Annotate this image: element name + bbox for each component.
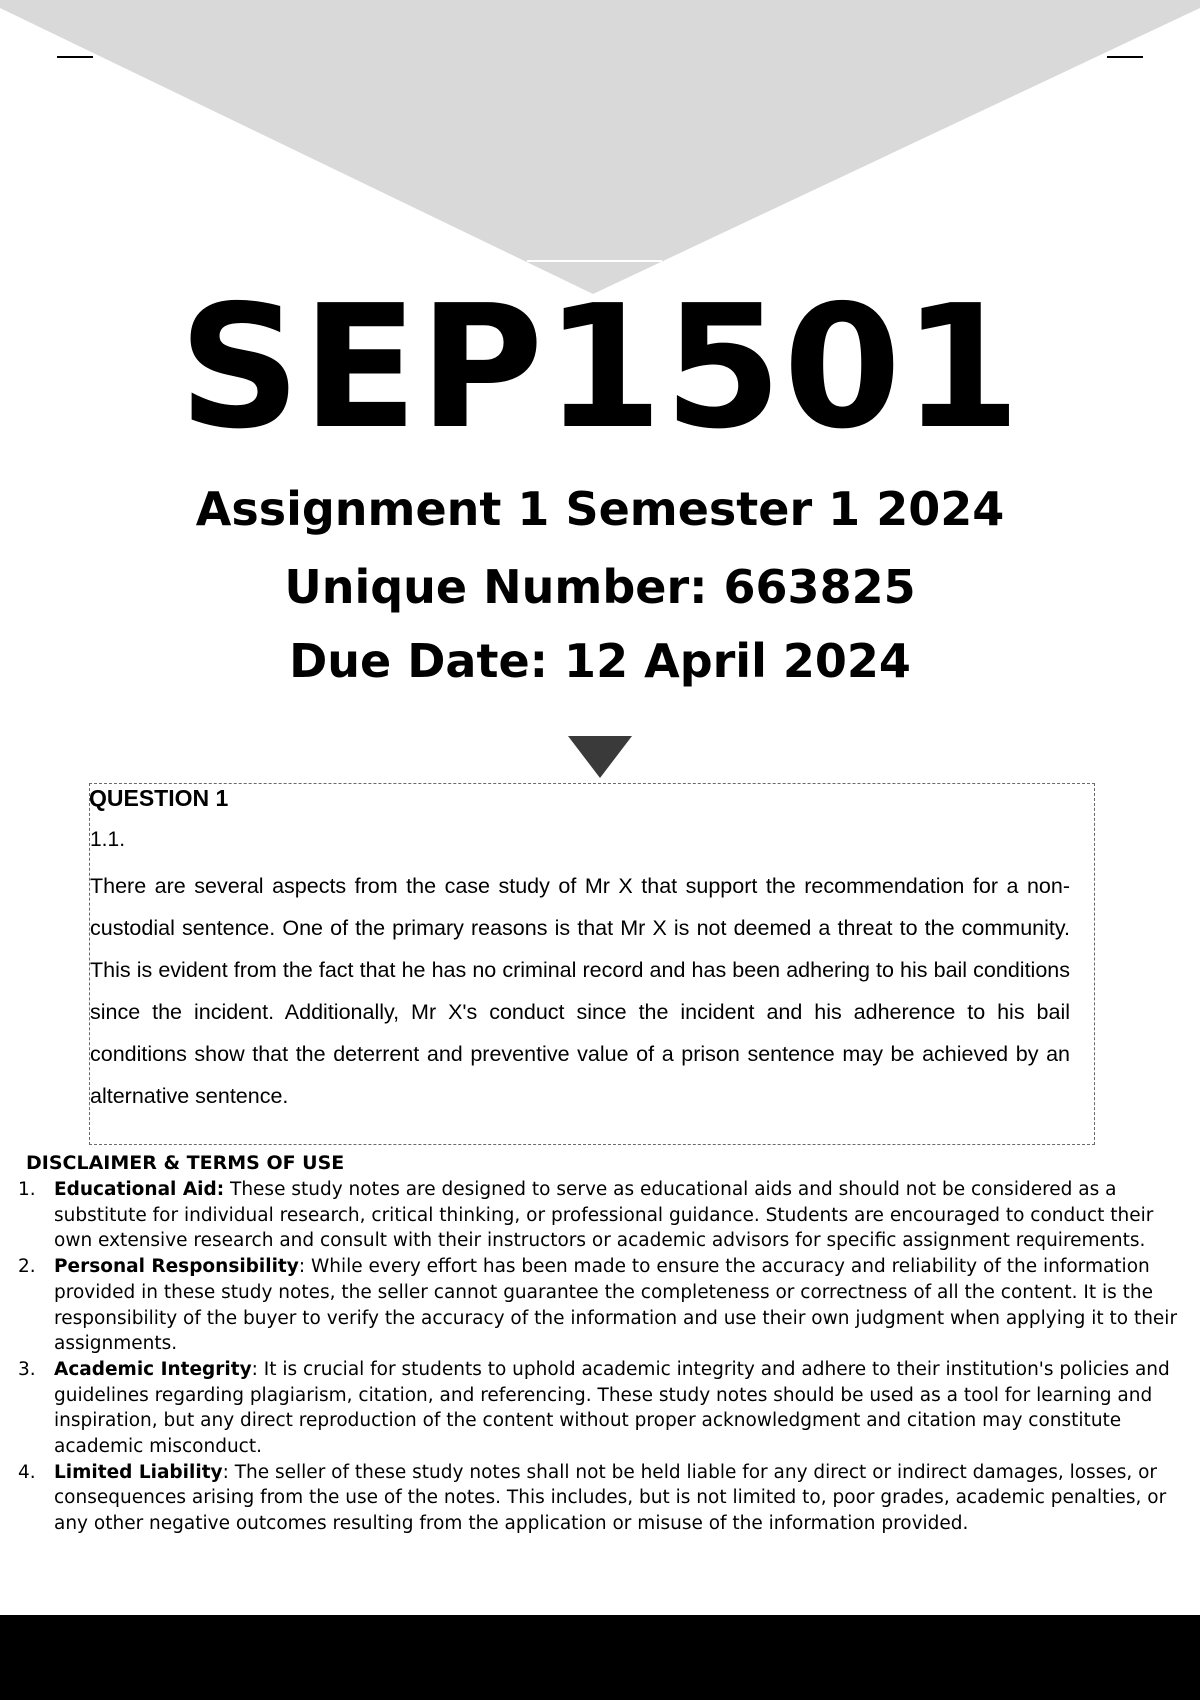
down-arrow-icon [568,736,632,778]
corner-mark-right [1107,56,1143,58]
footer-bar [0,1615,1200,1700]
question-answer-text: There are several aspects from the case study of Mr X that support the recommendation for a non-custodial sentence. One of the primary reasons is that Mr X is not deemed a threat to the community. This is evident from the fact that he has no criminal record and has been adhering to his bail conditions since the incident. Additionally, Mr X's conduct since the incident and his adherence to his bail conditions show that the deterrent and preventive value of a prison sentence may be achieved by an alternative sentence. [90,874,1070,1108]
cover-chevron-background [0,0,1200,300]
due-date: Due Date: 12 April 2024 [289,634,911,688]
term-heading: Educational Aid: [54,1179,225,1200]
unique-number: Unique Number: 663825 [284,560,916,614]
term-heading: Limited Liability [54,1461,223,1483]
chevron-shape [0,0,1200,294]
term-item-personal-responsibility [0,1254,1190,1357]
term-heading: Academic Integrity [54,1358,252,1380]
term-text: : The seller of these study notes shall not be held liable for any direct or indirect damages, losses, or consequences arising from the use of the notes. This includes, but is not limited to, poor grades, academic penalties, or any other negative outcomes resulting from the application or misuse of the information provided. [54,1461,1167,1535]
term-number: 1. [18,1179,36,1200]
term-text: : It is crucial for students to uphold academic integrity and adhere to their institution's policies and guidelines regarding plagiarism, citation, and referencing. These study notes should be used as a tool for learning and inspiration, but any direct reproduction of the content without proper acknowledgment and citation may constitute academic misconduct. [54,1358,1170,1458]
term-heading: Personal Responsibility [54,1256,299,1278]
question-sub-number: 1.1. [90,828,126,851]
term-number: 2. [18,1256,36,1278]
terms-list [0,1177,1190,1537]
term-text: : While every effort has been made to ensure the accuracy and reliability of the information provided in these study notes, the seller cannot guarantee the completeness or correctness of all the content. It is the responsibility of the buyer to verify the accuracy of the information and use their own judgment when applying it to their assignments. [54,1256,1178,1355]
term-item-educational-aid [0,1177,1190,1254]
corner-mark-left [57,56,93,58]
term-item-academic-integrity [0,1357,1190,1460]
course-code-title: SEP1501 [178,269,1022,467]
term-text: These study notes are designed to serve as educational aids and should not be considered as a substitute for individual research, critical thinking, or professional guidance. Students are encouraged to conduct their own extensive research and consult with their instructors or academic advisors for specific assignment requirements. [54,1179,1154,1252]
term-number: 3. [18,1358,36,1380]
question-heading: QUESTION 1 [89,785,229,811]
term-item-limited-liability [0,1460,1190,1537]
disclaimer-title: DISCLAIMER & TERMS OF USE [26,1152,345,1174]
assignment-subtitle: Assignment 1 Semester 1 2024 [195,482,1005,536]
term-number: 4. [18,1461,36,1483]
